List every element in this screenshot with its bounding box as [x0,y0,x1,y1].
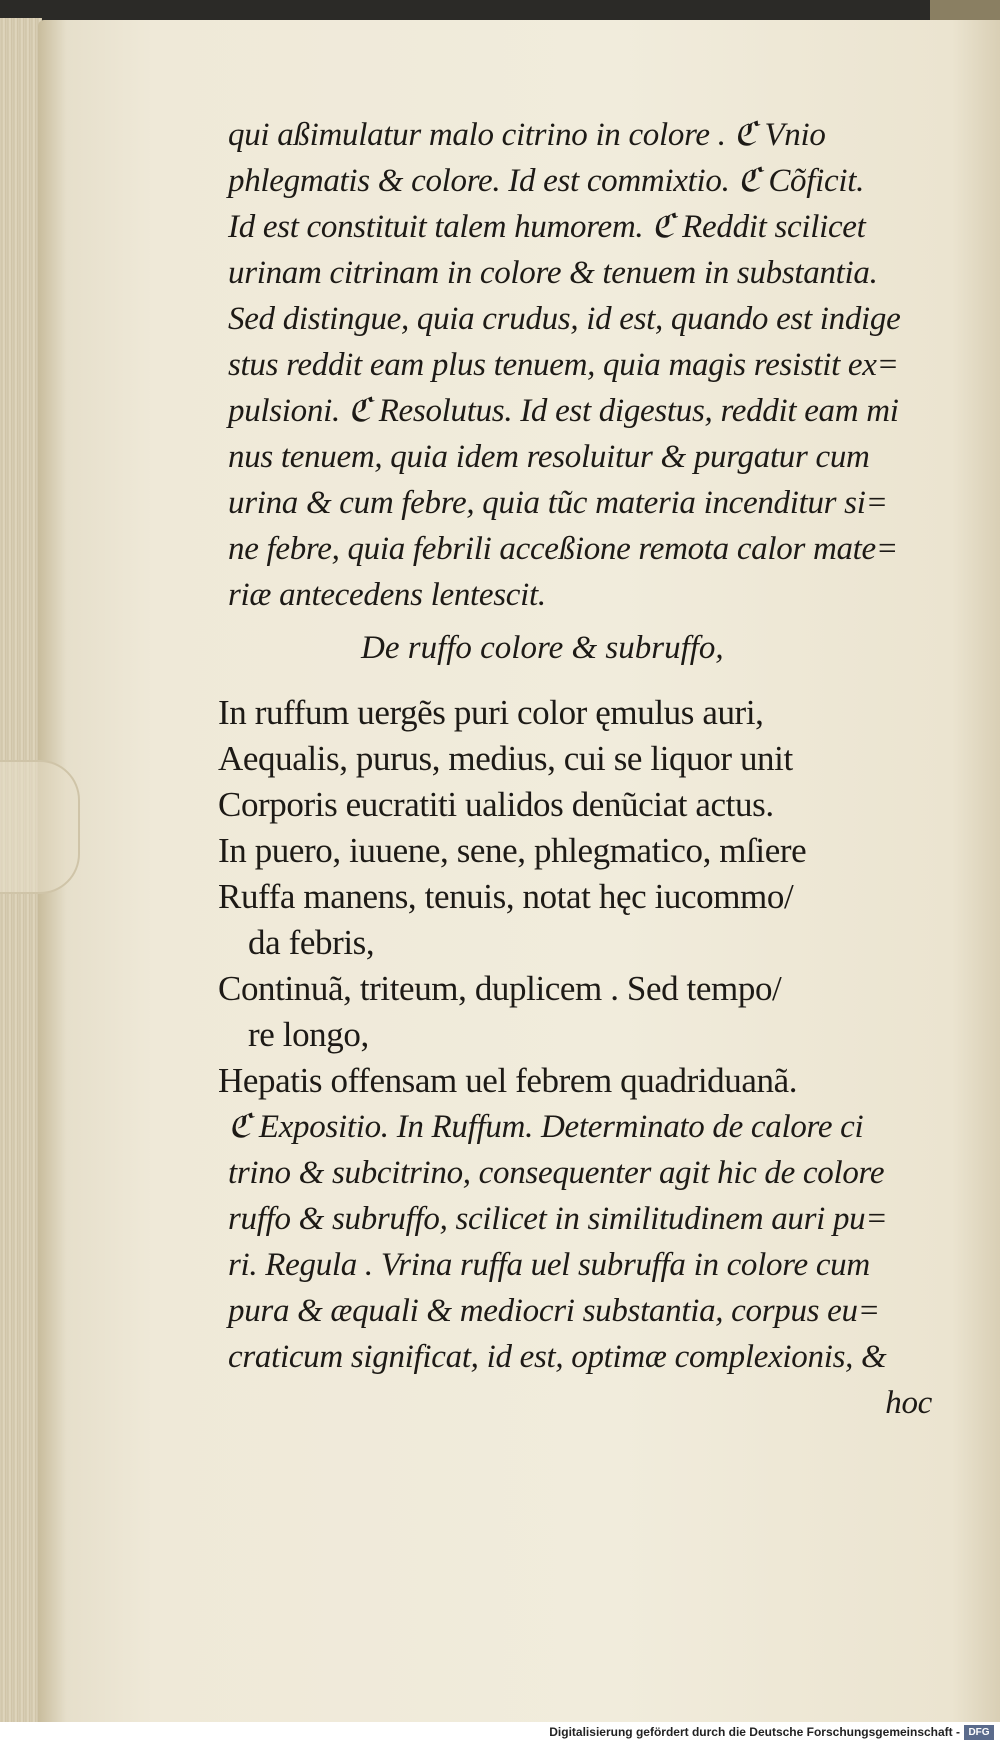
verse-line: Aequalis, purus, medius, cui se liquor unit [218,739,793,778]
verse-line: Corporis eucratiti ualidos denũciat actus. [218,785,774,824]
text-line: pulsioni. ℭ Resolutus. Id est digestus, reddit eam mi [228,393,899,429]
catchword: hoc [885,1385,932,1421]
text-line: urina & cum febre, quia tũc materia incenditur si= [228,485,888,521]
commentary-line: ruffo & subruffo, scilicet in similitudinem auri pu= [228,1201,888,1237]
verse-line: re longo, [248,1015,369,1054]
text-line: ne febre, quia febrili acceßione remota calor mate= [228,531,898,567]
verse-line: da febris, [248,923,375,962]
commentary-line: ri. Regula . Vrina ruffa uel subruffa in colore cum [228,1247,870,1283]
text-line: phlegmatis & colore. Id est commixtio. ℭ Cõficit. [228,163,865,199]
footer-bar [0,1722,1000,1744]
text-line: urinam citrinam in colore & tenuem in substantia. [228,255,878,291]
commentary-line: ℭ Expositio. In Ruffum. Determinato de calore ci [228,1109,864,1145]
dfg-logo: DFG [964,1725,994,1740]
funding-credit: Digitalisierung gefördert durch die Deutsche Forschungsgemeinschaft - [549,1725,960,1739]
text-line: stus reddit eam plus tenuem, quia magis resistit ex= [228,347,899,383]
text-line: riæ antecedens lentescit. [228,577,546,613]
text-line: Sed distingue, quia crudus, id est, quando est indige [228,301,901,337]
verse-line: Hepatis offensam uel febrem quadriduanã. [218,1061,798,1100]
verse-line: In puero, iuuene, sene, phlegmatico, mſiere [218,831,807,870]
page-clasp [0,760,80,894]
section-heading: De ruffo colore & subruffo, [361,630,724,666]
verse-line: Continuã, triteum, duplicem . Sed tempo/ [218,969,782,1008]
text-line: qui aßimulatur malo citrino in colore . ℭ Vnio [228,117,826,153]
commentary-line: trino & subcitrino, consequenter agit hic de colore [228,1155,885,1191]
text-line: nus tenuem, quia idem resoluitur & purgatur cum [228,439,870,475]
verse-line: In ruffum uergẽs puri color ęmulus auri, [218,693,764,732]
commentary-line: craticum significat, id est, optimæ complexionis, & [228,1339,887,1375]
commentary-line: pura & æquali & mediocri substantia, corpus eu= [228,1293,880,1329]
text-line: Id est constituit talem humorem. ℭ Reddit scilicet [228,209,866,245]
text-block [218,112,938,1426]
verse-line: Ruffa manens, tenuis, notat hęc iucommo/ [218,877,794,916]
